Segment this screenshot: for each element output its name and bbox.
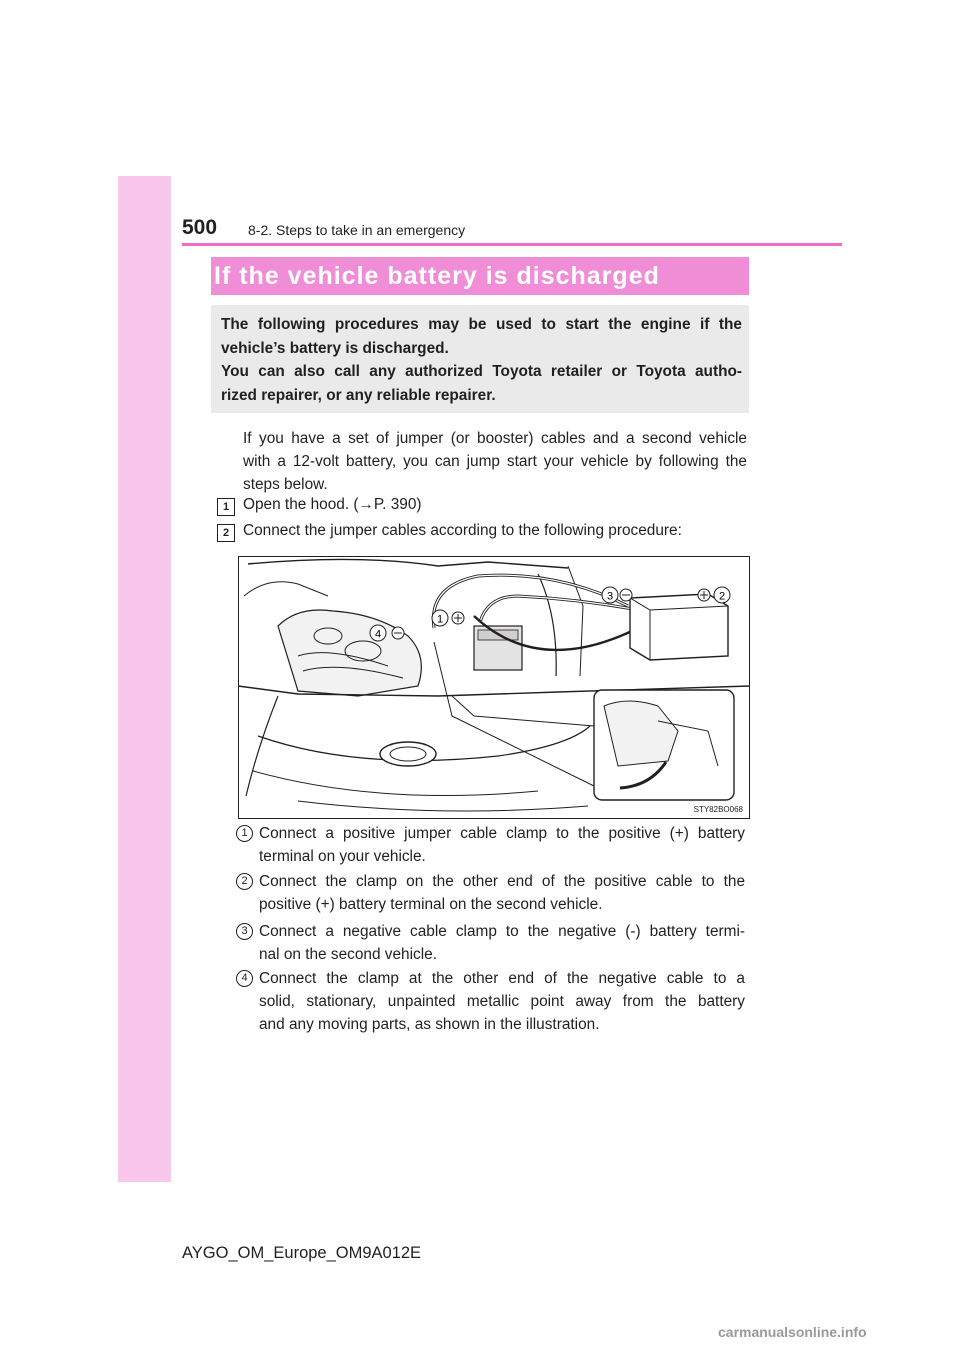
sub-step-text [259,822,745,868]
step-text: Open the hood. (→P. 390) [243,496,422,513]
callout-1 [432,610,448,626]
sub-step-number: 3 [236,923,253,940]
step-text: Connect the jumper cables according to the following procedure: [243,522,682,539]
footer-doc-code: AYGO_OM_Europe_OM9A012E [182,1244,422,1262]
jump-start-illustration [238,556,750,819]
callout-2 [714,587,730,603]
step-number-box: 1 [217,498,235,516]
callout-3 [602,587,618,603]
intro-text [221,313,742,407]
svg-text:3: 3 [606,590,614,603]
sub-step-number: 1 [236,825,253,842]
body-paragraph [243,427,747,496]
sub-step-text [259,967,745,1036]
sub-step-text [259,920,745,966]
sub-step-number: 4 [236,970,253,987]
page-number: 500 [182,216,218,239]
section-reference: 8-2. Steps to take in an emergency [248,222,466,238]
sub-step-line: Connect the clamp at the other end of the negative cable to a [259,970,745,987]
sub-step-line: nal on the second vehicle. [259,946,437,963]
intro-line: rized repairer, or any reliable repairer. [221,386,496,404]
sub-step-line: positive (+) battery terminal on the second vehicle. [259,896,603,913]
header-rule [182,243,842,246]
sub-step-line: terminal on your vehicle. [259,848,426,865]
sub-step-line: Connect a negative cable clamp to the negative (-) battery termi- [259,923,745,940]
sub-step-line: Connect the clamp on the other end of the positive cable to the [259,873,745,890]
sub-step-text [259,870,745,916]
sub-step-line: solid, stationary, unpainted metallic point away from the battery [259,993,745,1010]
callout-4 [370,625,386,641]
svg-text:2: 2 [718,590,726,603]
svg-text:4: 4 [374,628,382,641]
intro-line: vehicle’s battery is discharged. [221,339,449,357]
figure-code: STY82BO068 [693,805,743,814]
sub-step-line: and any moving parts, as shown in the illustration. [259,1016,600,1033]
step-number-box: 2 [217,524,235,542]
sub-step-line: Connect a positive jumper cable clamp to the positive (+) battery [259,825,745,842]
body-line: steps below. [243,476,328,493]
watermark: carmanualsonline.info [718,1324,867,1340]
side-tab-strip [118,176,171,1182]
body-line: If you have a set of jumper (or booster) cables and a second vehicle [243,430,747,447]
intro-line: The following procedures may be used to start the engine if the [221,316,742,333]
body-line: with a 12-volt battery, you can jump start your vehicle by following the [243,453,747,470]
page-title: If the vehicle battery is discharged [214,262,660,290]
intro-line: You can also call any authorized Toyota retailer or Toyota autho- [221,363,742,380]
sub-step-number: 2 [236,873,253,890]
svg-text:1: 1 [436,613,444,626]
